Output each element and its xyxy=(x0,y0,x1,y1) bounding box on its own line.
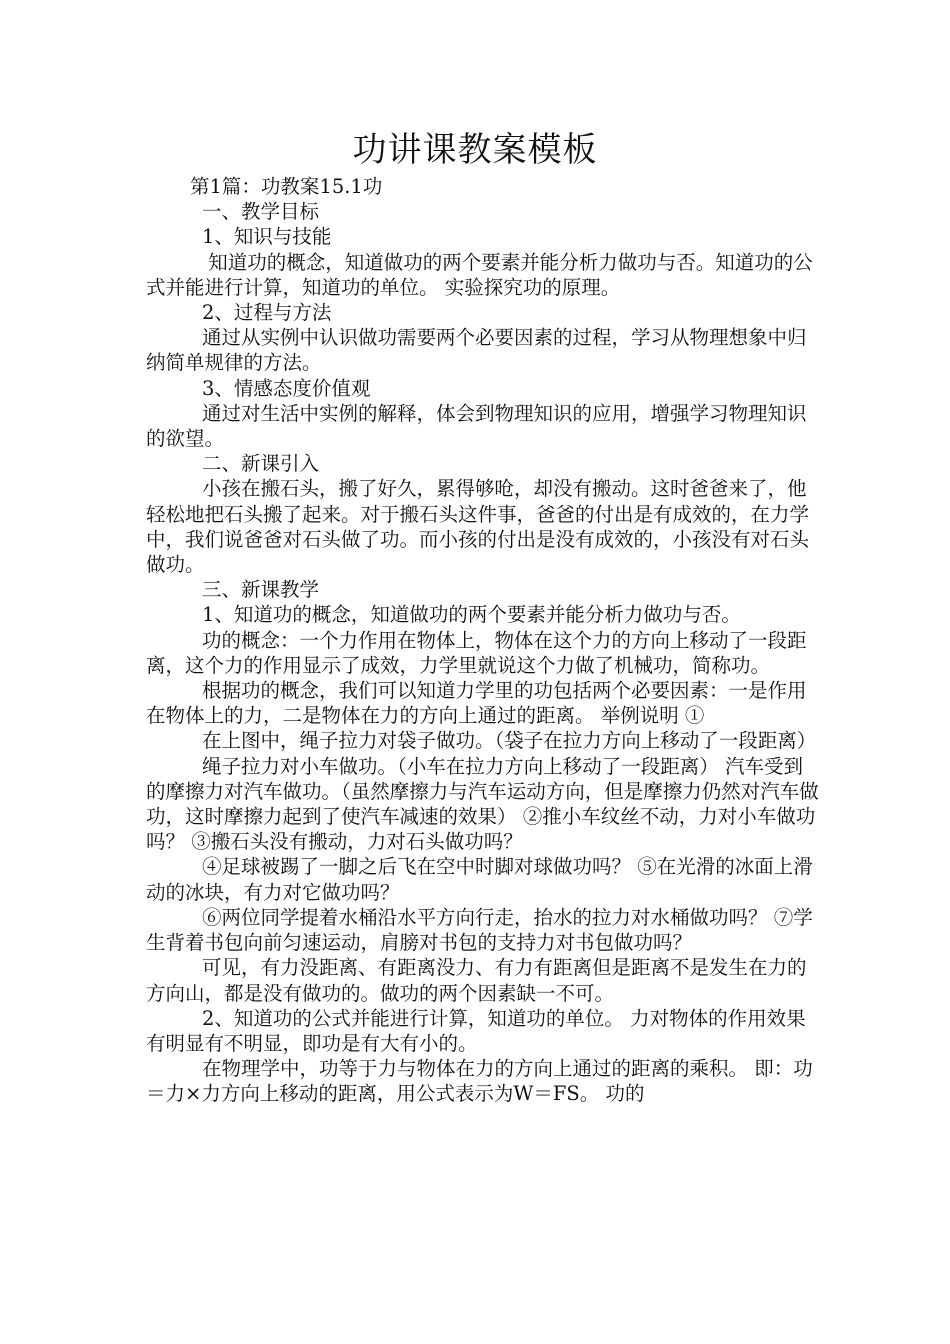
section-heading-teaching: 三、新课教学 xyxy=(202,578,320,602)
paragraph-example-football: ④足球被踢了一脚之后飞在空中时脚对球做功吗？ ⑤在光滑的冰面上滑动的冰块，有力对它做功吗？ xyxy=(146,855,813,904)
paragraph-knowledge-skills: 知道功的概念，知道做功的两个要素并能分析力做功与否。知道功的公式并能进行计算，知道功的单位。 实验探究功的原理。 xyxy=(146,250,813,299)
subheading-attitude-values: 3、情感态度价值观 xyxy=(202,376,371,400)
paragraph-example-bucket: ⑥两位同学提着水桶沿水平方向行走，抬水的拉力对水桶做功吗？ ⑦学生背着书包向前匀速运动，肩膀对书包的支持力对书包做功吗？ xyxy=(146,905,813,955)
paragraph-two-factors: 根据功的概念，我们可以知道力学里的功包括两个必要因素：一是作用在物体上的力，二是物体在力的方向上通过的距离。 举例说明 ① xyxy=(146,679,807,728)
paragraph-concept-goal: 1、知道功的概念，知道做功的两个要素并能分析力做功与否。 xyxy=(202,603,741,627)
document-title: 功讲课教案模板 xyxy=(352,130,598,170)
paragraph-example-bag: 在上图中，绳子拉力对袋子做功。（袋子在拉力方向上移动了一段距离） xyxy=(202,729,817,753)
paragraph-process-method: 通过从实例中认识做功需要两个必要因素的过程，学习从物理想象中归纳简单规律的方法。 xyxy=(146,326,807,375)
paragraph-work-definition: 功的概念：一个力作用在物体上，物体在这个力的方向上移动了一段距离，这个力的作用显示了成效，力学里就说这个力做了机械功，简称功。 xyxy=(146,628,807,677)
paragraph-introduction: 小孩在搬石头，搬了好久，累得够呛，却没有搬动。这时爸爸来了，他轻松地把石头搬了起来。对于搬石头这件事，爸爸的付出是有成效的，在力学中，我们说爸爸对石头做了功。而小孩的付出是没有成效的，小孩没有对石头做功。 xyxy=(146,477,810,577)
chapter-heading: 第1篇：功教案15.1功 xyxy=(190,175,383,198)
paragraph-example-cart: 绳子拉力对小车做功。（小车在拉力方向上移动了一段距离） 汽车受到的摩擦力对汽车做功。（虽然摩擦力与汽车运动方向，但是摩擦力仍然对汽车做功，这时摩擦力起到了使汽车减速的效果） ②推小车纹丝不动，力对小车做功吗？ ③搬石头没有搬动，力对石头做功吗？ xyxy=(146,754,819,854)
paragraph-attitude-values: 通过对生活中实例的解释，体会到物理知识的应用，增强学习物理知识的欲望。 xyxy=(146,401,807,451)
subheading-process-method: 2、过程与方法 xyxy=(202,301,332,325)
subheading-knowledge-skills: 1、知识与技能 xyxy=(202,225,332,249)
document-body xyxy=(146,174,822,1107)
section-heading-objectives: 一、教学目标 xyxy=(202,200,320,224)
section-heading-introduction: 二、新课引入 xyxy=(202,452,320,476)
paragraph-conclusion: 可见，有力没距离、有距离没力、有力有距离但是距离不是发生在力的方向山，都是没有做功的。做功的两个因素缺一不可。 xyxy=(146,956,807,1005)
paragraph-formula-goal: 2、知道功的公式并能进行计算，知道功的单位。 力对物体的作用效果有明显有不明显，即功是有大有小的。 xyxy=(146,1006,806,1055)
paragraph-formula: 在物理学中，功等于力与物体在力的方向上通过的距离的乘积。 即：功＝力×力方向上移动的距离，用公式表示为W＝FS。 功的 xyxy=(146,1057,813,1106)
